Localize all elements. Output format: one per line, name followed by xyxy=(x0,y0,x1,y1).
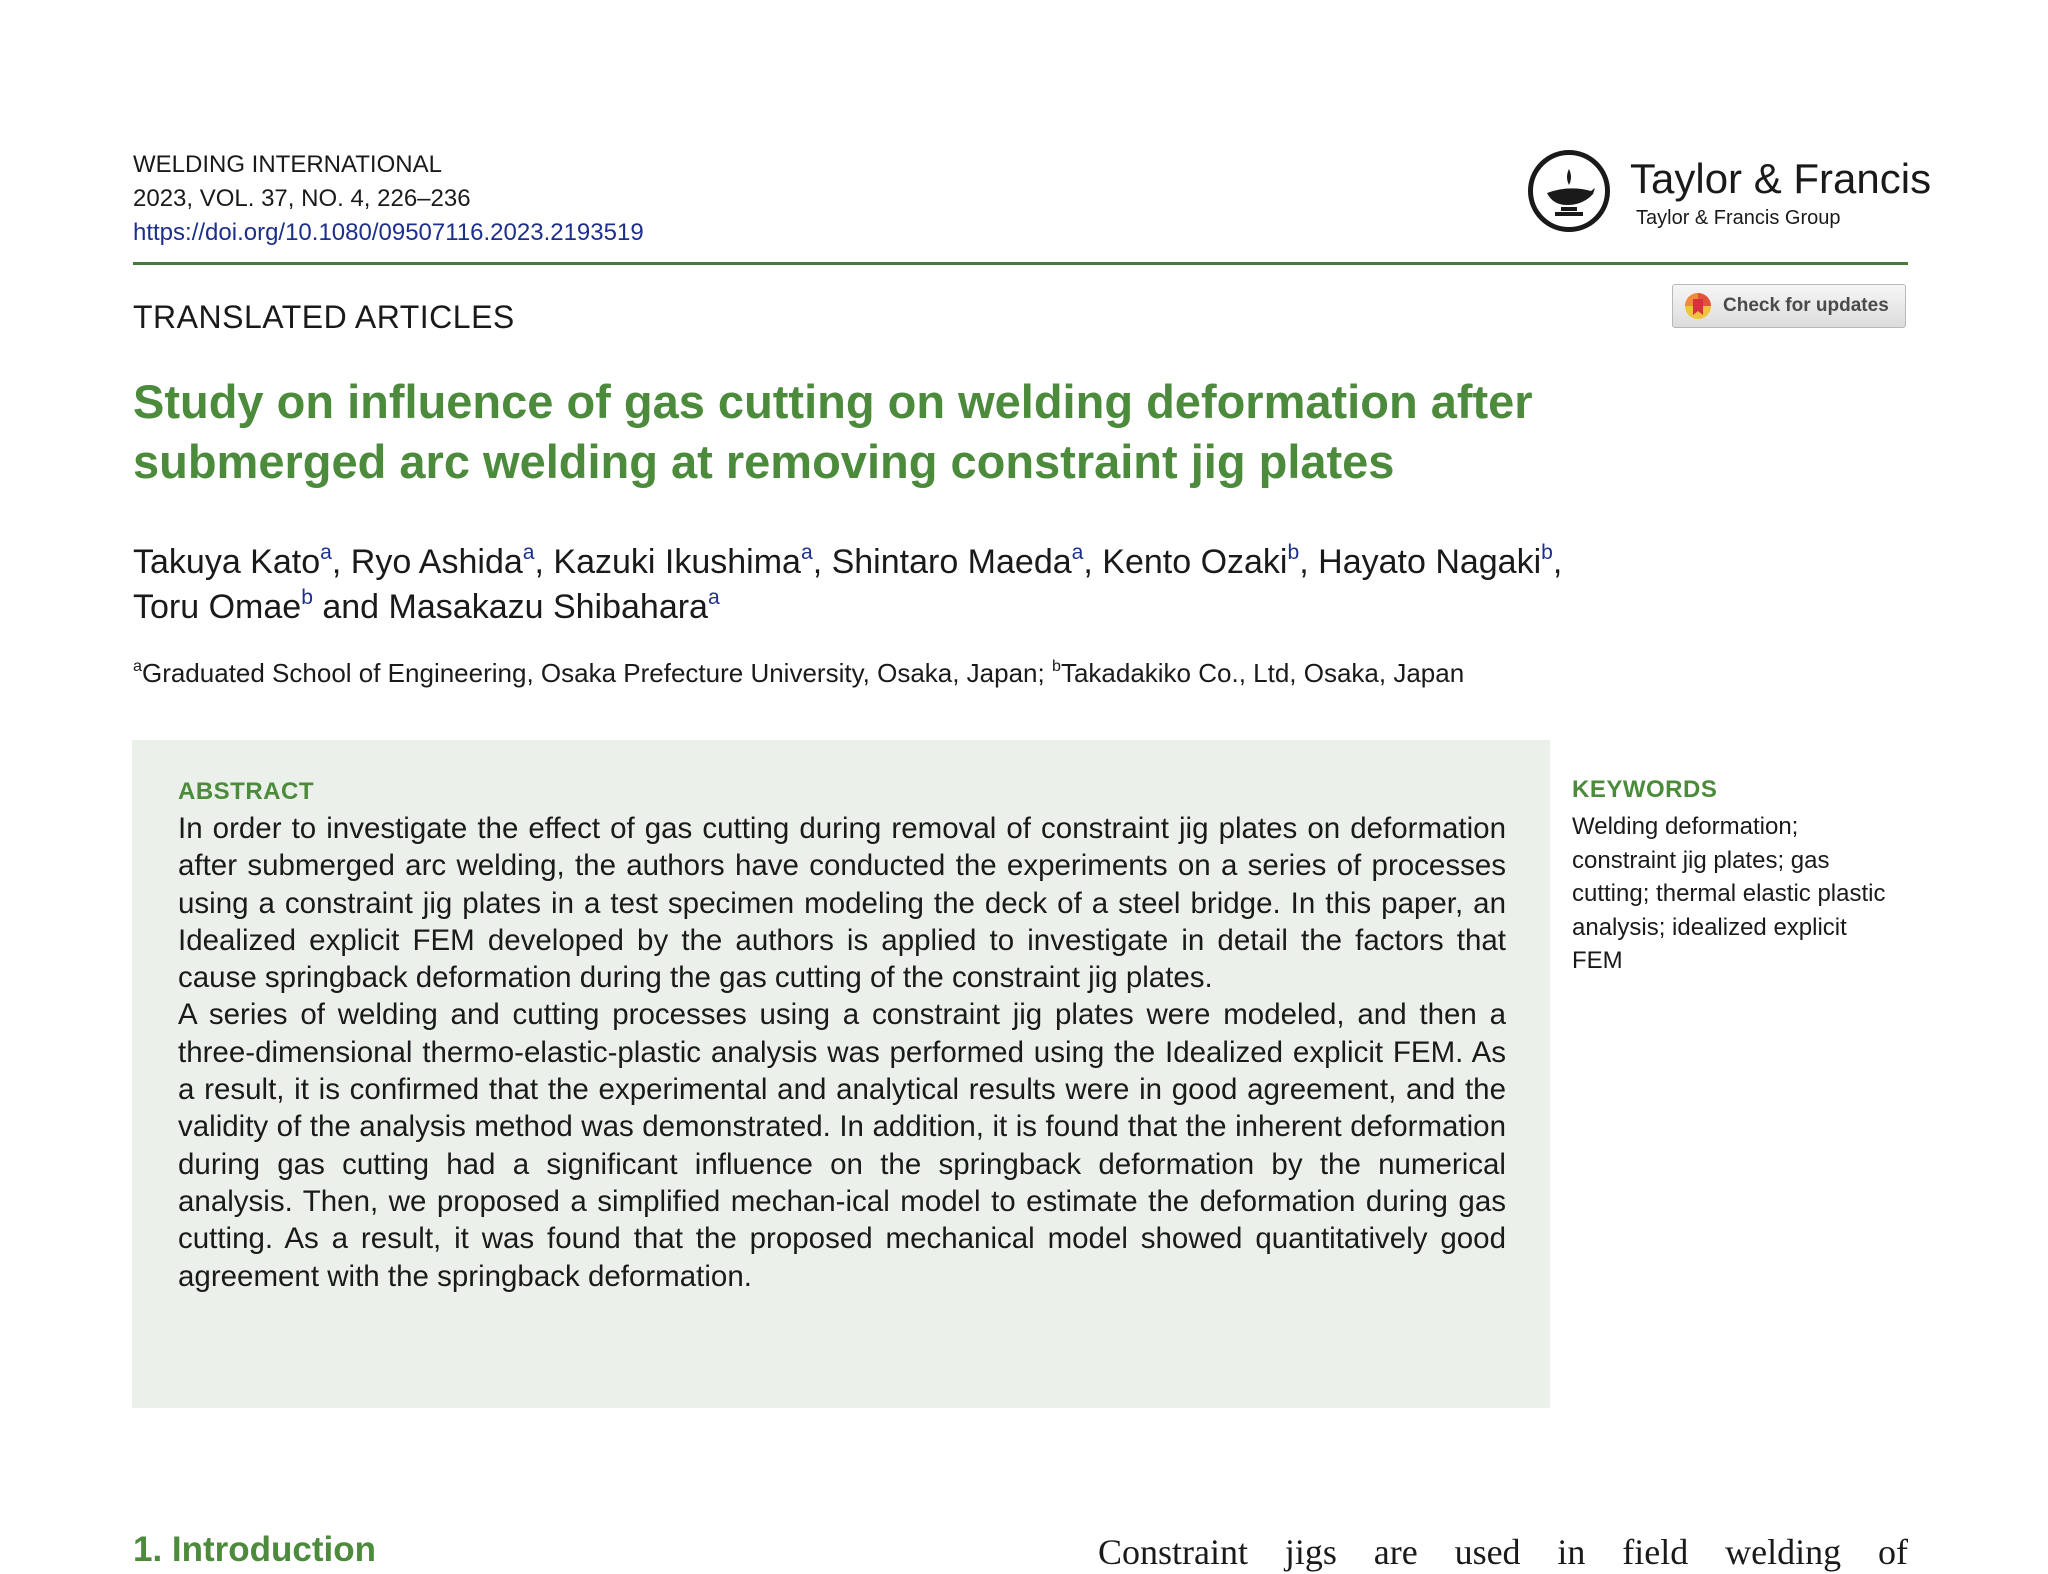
oil-lamp-icon xyxy=(1528,150,1610,232)
author-list xyxy=(133,540,1913,630)
author-name: Ryo Ashida xyxy=(350,543,523,581)
crossmark-icon xyxy=(1683,291,1713,321)
author-separator: , xyxy=(1299,543,1319,581)
abstract-box xyxy=(132,740,1550,1408)
abstract-paragraph: In order to investigate the effect of gas cutting during removal of constraint jig plates on deformation after submerged arc welding, the authors have conducted the experiments on a series of processes using a constraint jig plates in a test specimen modeling the deck of a steel bridge. In this paper, an Idealized explicit FEM developed by the authors is applied to investigate in detail the factors that cause springback deformation during the gas cutting of the constraint jig plates. xyxy=(178,812,1506,995)
keywords-heading: KEYWORDS xyxy=(1572,776,1718,803)
author-separator: , xyxy=(331,543,351,581)
journal-info xyxy=(133,148,644,250)
author-name: Masakazu Shibahara xyxy=(388,588,708,626)
author-affiliation-mark[interactable]: a xyxy=(707,585,720,609)
affiliation-text: Takadakiko Co., Ltd, Osaka, Japan xyxy=(1060,658,1465,688)
article-title: Study on influence of gas cutting on welding deformation after submerged arc welding at removing constraint jig plates xyxy=(133,375,1533,488)
check-for-updates-label: Check for updates xyxy=(1723,295,1889,316)
author-affiliation-mark[interactable]: a xyxy=(320,540,332,564)
abstract-heading: ABSTRACT xyxy=(178,778,314,805)
author-affiliation-mark[interactable]: b xyxy=(1287,540,1300,564)
section-label: TRANSLATED ARTICLES xyxy=(133,299,515,335)
author-name: Takuya Kato xyxy=(133,543,321,581)
author-affiliation-mark[interactable]: a xyxy=(522,540,535,564)
affiliation-mark: b xyxy=(1051,656,1061,675)
author-separator: and xyxy=(312,588,389,626)
publisher-group: Taylor & Francis Group xyxy=(1636,207,1841,229)
author-affiliation-mark[interactable]: a xyxy=(1071,540,1084,564)
journal-name: WELDING INTERNATIONAL xyxy=(133,151,442,178)
author-separator: , xyxy=(1083,543,1103,581)
author-name: Kento Ozaki xyxy=(1102,543,1288,581)
author-name: Kazuki Ikushima xyxy=(553,543,801,581)
affiliation-mark: a xyxy=(133,656,142,675)
author-separator: , xyxy=(534,543,554,581)
citation: 2023, VOL. 37, NO. 4, 226–236 xyxy=(133,185,471,212)
author-affiliation-mark[interactable]: b xyxy=(301,585,313,609)
author-separator: , xyxy=(812,543,832,581)
author-name: Hayato Nagaki xyxy=(1318,543,1542,581)
keywords-text: Welding deformation; constraint jig plates; gas cutting; thermal elastic plastic analysis; idealized explicit FEM xyxy=(1572,813,1886,974)
doi-link[interactable]: https://doi.org/10.1080/09507116.2023.2193519 xyxy=(133,219,644,246)
introduction-text: Constraint jigs are used in field welding of xyxy=(1098,1532,1908,1572)
author-affiliation-mark[interactable]: b xyxy=(1541,540,1553,564)
header-divider xyxy=(133,262,1908,265)
abstract-text xyxy=(178,810,1506,1295)
publisher-name: Taylor & Francis xyxy=(1630,155,1932,202)
introduction-heading: 1. Introduction xyxy=(133,1530,377,1569)
author-name: Shintaro Maeda xyxy=(831,543,1072,581)
abstract-paragraph: A series of welding and cutting processes using a constraint jig plates were modeled, and then a three-dimensional thermo-elastic-plastic analysis was performed using the Idealized explicit FEM. As a result, it is confirmed that the experimental and analytical results were in good agreement, and the validity of the analysis method was demonstrated. In addition, it is found that the inherent deformation during gas cutting had a significant influence on the springback deformation by the numerical analysis. Then, we proposed a simplified mechan-ical model to estimate the deformation during gas cutting. As a result, it was found that the proposed mechanical model showed quantitatively good agreement with the springback deformation. xyxy=(178,998,1506,1293)
publisher-logo xyxy=(1528,148,1932,244)
check-for-updates-button[interactable] xyxy=(1672,284,1906,328)
author-separator: , xyxy=(1552,543,1563,581)
affiliations xyxy=(133,656,1464,690)
affiliation-text: Graduated School of Engineering, Osaka Prefecture University, Osaka, Japan; xyxy=(141,658,1052,688)
author-affiliation-mark[interactable]: a xyxy=(800,540,813,564)
author-name: Toru Omae xyxy=(133,588,302,626)
